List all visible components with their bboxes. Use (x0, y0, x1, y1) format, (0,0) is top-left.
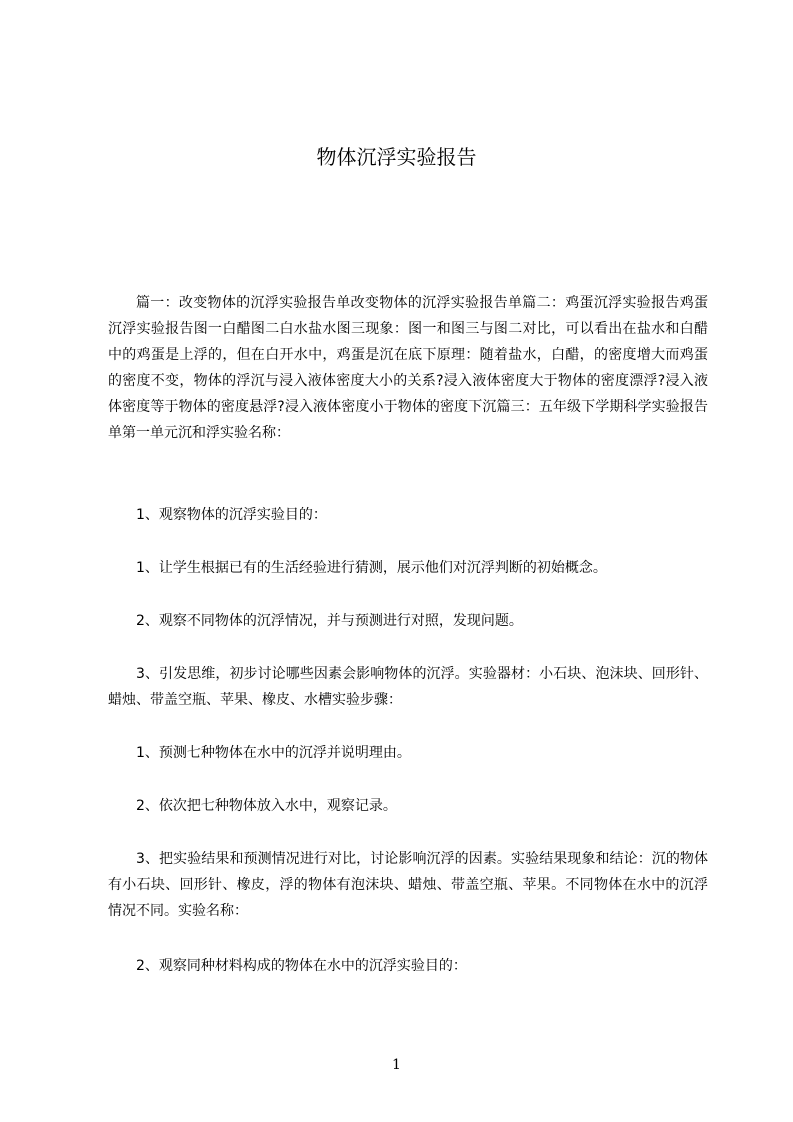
paragraph-section-1: 1、观察物体的沉浮实验目的： (136, 507, 327, 523)
paragraph-goal-1: 1、让学生根据已有的生活经验进行猜测，展示他们对沉浮判断的初始概念。 (136, 560, 607, 576)
paragraph-intro: 篇一：改变物体的沉浮实验报告单改变物体的沉浮实验报告单篇二：鸡蛋沉浮实验报告鸡蛋沉浮实验报告图一白醋图二白水盐水图三现象：图一和图三与图二对比，可以看出在盐水和白醋中的鸡蛋是上浮的，但在白开水中，鸡蛋是沉在底下原理：随着盐水，白醋，的密度增大而鸡蛋的密度不变，物体的浮沉与浸入液体密度大小的关系?浸入液体密度大于物体的密度漂浮?浸入液体密度等于物体的密度悬浮?浸入液体密度小于物体的密度下沉篇三：五年级下学期科学实验报告单第一单元沉和浮实验名称： (108, 295, 708, 441)
page-number: 1 (392, 1057, 401, 1073)
paragraph-step-3: 3、把实验结果和预测情况进行对比，讨论影响沉浮的因素。实验结果现象和结论：沉的物体有小石块、回形针、橡皮，浮的物体有泡沫块、蜡烛、带盖空瓶、苹果。不同物体在水中的沉浮情况不同。实验名称： (108, 851, 708, 919)
paragraph-step-2: 2、依次把七种物体放入水中，观察记录。 (136, 798, 397, 814)
paragraph-section-2: 2、观察同种材料构成的物体在水中的沉浮实验目的： (136, 958, 467, 974)
paragraph-step-1: 1、预测七种物体在水中的沉浮并说明理由。 (136, 745, 411, 761)
paragraph-goal-2: 2、观察不同物体的沉浮情况，并与预测进行对照，发现问题。 (136, 613, 523, 629)
document-title: 物体沉浮实验报告 (316, 145, 477, 169)
paragraph-goal-3: 3、引发思维，初步讨论哪些因素会影响物体的沉浮。实验器材：小石块、泡沫块、回形针、蜡烛、带盖空瓶、苹果、橡皮、水槽实验步骤： (108, 666, 708, 708)
